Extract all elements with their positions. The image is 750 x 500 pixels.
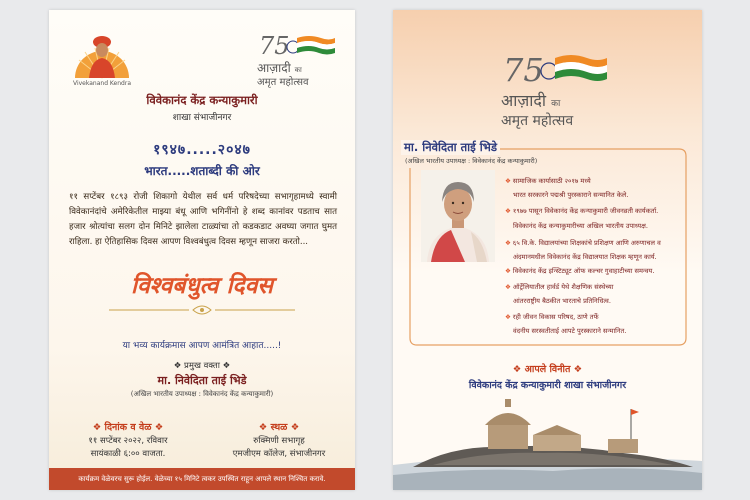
bio-item: विवेकानंद केंद्र कन्याकुमारीच्या अखिल भारतीय उपाध्यक्ष. xyxy=(513,222,648,230)
venue-hall: रुक्मिणी सभागृह xyxy=(253,436,305,446)
azadi-ka-amrit-mahotsav-logo xyxy=(501,48,611,129)
bio-item: ❖ सामाजिक कार्यासाठी २०१७ मध्ये xyxy=(505,177,591,185)
bio-name: मा. निवेदिता ताई भिडे xyxy=(401,140,500,155)
invitation-text: या भव्य कार्यक्रमास आपण आमंत्रित आहात.....! xyxy=(122,341,282,351)
bullet-icon: ❖ xyxy=(505,239,511,247)
amrit-mahotsav-text: अमृत महोत्सव xyxy=(257,77,309,88)
bio-item: ❖ ६५ वि.के. विद्यालयांच्या शिक्षकांचे प्रशिक्षण आणि अरुणाचल व xyxy=(505,239,661,247)
flag-75-icon xyxy=(501,48,611,88)
azadi-text: आज़ादी xyxy=(257,61,291,75)
signoff-organization: विवेकानंद केंद्र कन्याकुमारी शाखा संभाजीनगर xyxy=(468,380,627,391)
invitation-card-left xyxy=(49,10,355,490)
vivekananda-rock-memorial-image xyxy=(393,395,702,490)
ka-text: का xyxy=(294,66,302,74)
bio-item: ❖ विवेकानंद केंद्र इन्स्टिट्यूट ऑफ कल्चर गुवाहाटीच्या समन्वय. xyxy=(505,267,655,275)
intro-paragraph: ११ सप्टेंबर १८९३ रोजी शिकागो येथील सर्व धर्म परिषदेच्या सभागृहामध्ये स्वामी विवेकानंदांचे अमेरिकेतील माझ्या बंधू आणि भगिनींनो हे शब्द कानांवर पडताच सात हजार श्रोत्यांचा सलग दोन मिनिटे झालेला टाळ्यांचा तो कडकडाट अवघ्या जगात घुमत राहिला. हा ऐतिहासिक दिवस आपण विश्वबंधुत्व दिवस म्हणून साजरा करतो... xyxy=(69,192,337,247)
invitation-card-right xyxy=(393,10,702,490)
logo-number: 75 xyxy=(503,51,544,88)
footer-note: कार्यक्रम वेळेवरच सुरू होईल. वेळेच्या १५ मिनिटे त्वकर उपस्थित राहून आपले स्थान निश्चित करावे. xyxy=(49,468,355,490)
bullet-icon: ❖ xyxy=(505,313,511,321)
ornament-divider xyxy=(109,303,295,317)
bullet-icon: ❖ xyxy=(505,177,511,185)
time-line: सायंकाळी ६:०० वाजता. xyxy=(90,449,166,459)
bio-item: ❖ १९७७ पासून विवेकानंद केंद्र कन्याकुमारी जीवनव्रती कार्यकर्ता. xyxy=(505,207,659,215)
flag-75-icon xyxy=(257,30,337,60)
years-heading: १९४७.....२०४७ xyxy=(153,142,251,158)
amrit-mahotsav-text: अमृत महोत्सव xyxy=(501,113,574,129)
branch-name: शाखा संभाजीनगर xyxy=(172,113,232,123)
event-title: विश्वबंधुत्व दिवस xyxy=(131,273,273,299)
bio-item: ❖ रही जीवन विकास परिषद, ठाणे तर्फे xyxy=(505,313,599,321)
azadi-text: आज़ादी xyxy=(501,91,547,110)
logo-caption: Vivekanand Kendra xyxy=(72,80,131,87)
bio-item: आंतरराष्ट्रीय बैठकीत भारताचे प्रतिनिधित्व. xyxy=(513,297,611,305)
bullet-icon: ❖ xyxy=(505,207,511,215)
speaker-photo xyxy=(421,170,495,262)
bio-item: अंदमानमधील विवेकानंद केंद्र विद्यालयात शिक्षक म्हणून कार्य. xyxy=(513,253,657,261)
signoff-heading: ❖ आपले विनीत ❖ xyxy=(512,364,583,375)
speaker-heading: ❖ प्रमुख वक्ता ❖ xyxy=(173,361,231,371)
bio-item: वंदनीय सरस्वतीताई आपटे पुरस्काराने सन्मानित. xyxy=(513,327,627,335)
bio-role: (अखिल भारतीय उपाध्यक्ष : विवेकानंद केंद्र कन्याकुमारी) xyxy=(405,157,538,165)
date-heading: ❖ दिनांक व वेळ ❖ xyxy=(92,422,164,433)
bio-item: भारत सरकारने पद्मश्री पुरस्काराने सन्मानित केले. xyxy=(513,191,629,199)
venue-college: एमजीएम कॉलेज, संभाजीनगर xyxy=(232,449,326,459)
speaker-name: मा. निवेदिता ताई भिडे xyxy=(157,374,247,387)
speaker-role: (अखिल भारतीय उपाध्यक्ष : विवेकानंद केंद्र कन्याकुमारी) xyxy=(130,390,274,398)
bio-item: ❖ ऑर्ट्रेलियातील हार्वर्ड येथे शैक्षणिक संस्थेच्या xyxy=(505,283,614,291)
bullet-icon: ❖ xyxy=(505,267,511,275)
date-line: ११ सप्टेंबर २०२२, रविवार xyxy=(88,436,168,446)
logo-number: 75 xyxy=(259,32,290,60)
subtitle: भारत.....शताब्दी की ओर xyxy=(144,164,260,178)
org-title: विवेकानंद केंद्र कन्याकुमारी xyxy=(146,93,258,107)
vivekananda-logo xyxy=(71,30,133,80)
venue-heading: ❖ स्थळ ❖ xyxy=(258,422,300,433)
azadi-ka-amrit-mahotsav-logo xyxy=(257,30,337,88)
ka-text: का xyxy=(551,99,561,109)
bullet-icon: ❖ xyxy=(505,283,511,291)
